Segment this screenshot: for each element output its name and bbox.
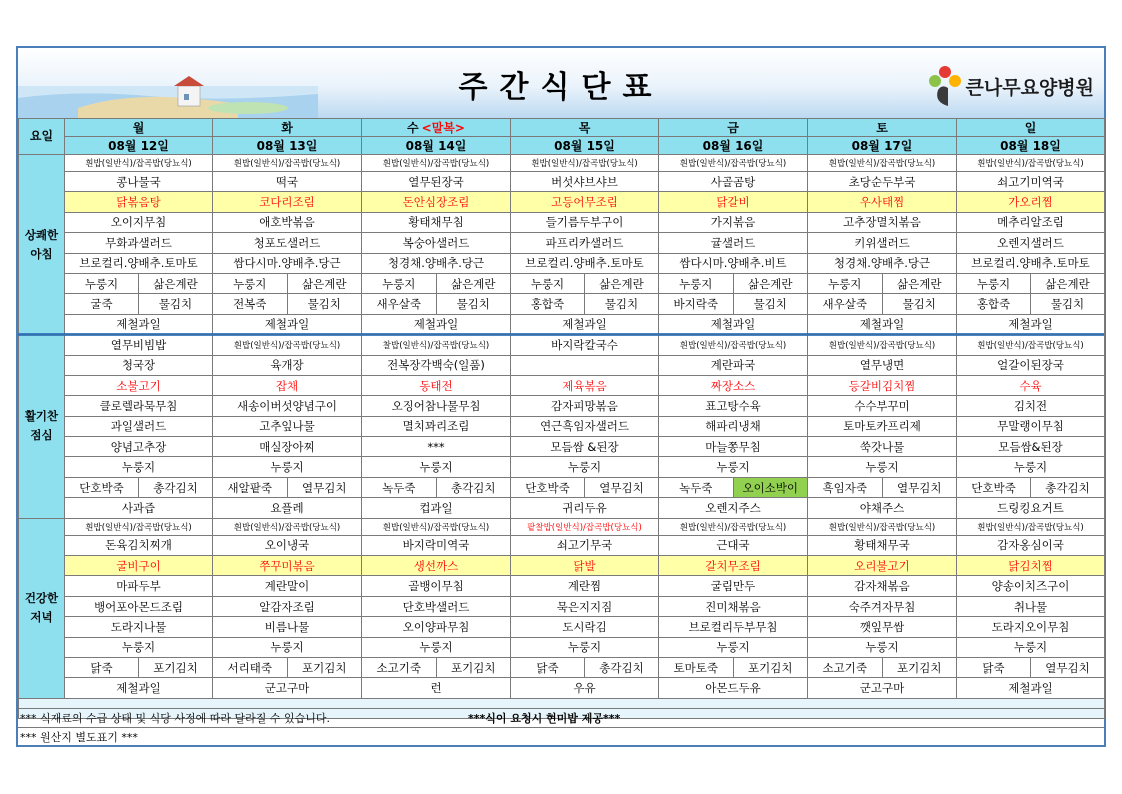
side-item: 삶은계란: [287, 274, 362, 293]
porridge-item: 새우살죽: [376, 297, 421, 312]
day-date: 08월 16일: [659, 137, 808, 155]
main-cell: 쭈꾸미볶음: [213, 556, 362, 576]
side3-cell: 쌈다시마.양배추.당근: [213, 253, 362, 273]
main-cell: 수육: [957, 375, 1105, 395]
rice-cell: 바지락칼국수: [511, 335, 659, 355]
single-cell: 누룽지: [659, 637, 808, 657]
pair2-cell: [659, 477, 808, 497]
porridge-item: 닭죽: [982, 660, 1005, 675]
rice-cell: 흰밥(일반식)/잡곡밥(당뇨식): [808, 335, 957, 355]
soup-cell: 돈육김치찌개: [65, 535, 213, 555]
dessert-cell: 군고구마: [213, 678, 362, 698]
day-name: [362, 119, 511, 137]
day-name: [957, 119, 1105, 137]
side-item: 포기김치: [733, 658, 808, 677]
menu-sheet: [16, 46, 1106, 747]
side2-cell: 해파리냉채: [659, 416, 808, 436]
porridge-item: 닭죽: [536, 660, 559, 675]
side3-cell: 도라지오이무침: [957, 617, 1105, 637]
tree-logo-icon: [928, 64, 962, 108]
rice-cell: 흰밥(일반식)/잡곡밥(당뇨식): [808, 518, 957, 535]
main-cell: 닭갈비: [659, 192, 808, 212]
single-cell: 누룽지: [957, 457, 1105, 477]
side1-cell: 새송이버섯양념구이: [213, 396, 362, 416]
dessert-cell: 컵과일: [362, 498, 511, 518]
day-name: [808, 119, 957, 137]
main-cell: 굴비구이: [65, 556, 213, 576]
rice-cell: 흰밥(일반식)/잡곡밥(당뇨식): [659, 518, 808, 535]
side3-cell: 양념고추장: [65, 437, 213, 457]
side-item: 열무김치: [882, 478, 957, 497]
soup-cell: 얼갈이된장국: [957, 355, 1105, 375]
soup-cell: 황태채무국: [808, 535, 957, 555]
side2-cell: 취나물: [957, 596, 1105, 616]
side-item: 삶은계란: [1030, 274, 1104, 293]
dessert-cell: 제철과일: [957, 314, 1105, 334]
side-item: 삶은계란: [436, 274, 511, 293]
side3-cell: 브로컬리두부무침: [659, 617, 808, 637]
main-cell: 잡채: [213, 375, 362, 395]
side-item: 총각김치: [584, 658, 658, 677]
pair1-cell: [213, 273, 362, 293]
side2-cell: 묵은지지짐: [511, 596, 659, 616]
rice-cell: 흰밥(일반식)/잡곡밥(당뇨식): [511, 155, 659, 172]
side1-cell: 계란말이: [213, 576, 362, 596]
pair2-cell: [65, 477, 213, 497]
side1-cell: 메추리알조림: [957, 212, 1105, 232]
porridge-item: 홍합죽: [976, 297, 1011, 312]
meal-label: 상쾌한 아침: [19, 155, 65, 335]
single-cell: 누룽지: [362, 637, 511, 657]
side1-cell: 표고탕수육: [659, 396, 808, 416]
day-name: [65, 119, 213, 137]
side1-cell: 오징어참나물무침: [362, 396, 511, 416]
pair2-cell: [213, 477, 362, 497]
dessert-cell: 요플레: [213, 498, 362, 518]
pair2-cell: [65, 657, 213, 677]
side3-cell: 브로컬리.양배추.토마토: [957, 253, 1105, 273]
note-row-1: [18, 708, 1104, 728]
pair2-cell: [659, 657, 808, 677]
dessert-cell: 제철과일: [362, 314, 511, 334]
side-item: 포기김치: [287, 658, 362, 677]
side-item: 포기김치: [436, 658, 511, 677]
weekday: 수: [407, 121, 419, 135]
side3-cell: 쑥갓나물: [808, 437, 957, 457]
porridge-item: 단호박죽: [971, 480, 1016, 495]
soup-cell: 열무냉면: [808, 355, 957, 375]
main-cell: 소불고기: [65, 375, 213, 395]
day-date: 08월 13일: [213, 137, 362, 155]
side3-cell: 깻잎무쌈: [808, 617, 957, 637]
side3-cell: 마늘쫑무침: [659, 437, 808, 457]
side-item: 물김치: [584, 294, 658, 313]
porridge-item: 새우살죽: [822, 297, 867, 312]
side3-cell: 모듬쌈&된장: [957, 437, 1105, 457]
pair2-cell: [362, 477, 511, 497]
weekday: 화: [281, 121, 293, 135]
supply-note: *** 식재료의 수급 상태 및 식당 사정에 따라 달라질 수 있습니다.: [20, 712, 330, 725]
pair2-cell: [213, 657, 362, 677]
rice-cell: 흰밥(일반식)/잡곡밥(당뇨식): [957, 518, 1105, 535]
side2-cell: 진미채볶음: [659, 596, 808, 616]
day-name: [511, 119, 659, 137]
side2-cell: 알감자조림: [213, 596, 362, 616]
side3-cell: 도시락김: [511, 617, 659, 637]
dessert-cell: 귀리두유: [511, 498, 659, 518]
pair2-cell: [213, 294, 362, 314]
weekday: 일: [1024, 121, 1037, 135]
porridge-item: 소고기죽: [822, 660, 867, 675]
main-cell: 고등어무조림: [511, 192, 659, 212]
main-cell: 제육볶음: [511, 375, 659, 395]
side3-cell: 브로컬리.양배추.토마토: [65, 253, 213, 273]
brown-rice-note: ***식이 요청시 현미밥 제공***: [468, 712, 621, 725]
porridge-item: 홍합죽: [530, 297, 565, 312]
porridge-item: 녹두죽: [382, 480, 416, 495]
side2-cell: 단호박샐러드: [362, 596, 511, 616]
weekday: 토: [876, 121, 888, 135]
side1-cell: 오이지무침: [65, 212, 213, 232]
dessert-cell: 야채주스: [808, 498, 957, 518]
main-cell: 코다리조림: [213, 192, 362, 212]
soup-cell: [511, 355, 659, 375]
side2-cell: 키위샐러드: [808, 233, 957, 253]
soup-cell: 버섯샤브샤브: [511, 172, 659, 192]
pair2-cell: [808, 657, 957, 677]
weekly-menu-table: [18, 118, 1105, 719]
soup-cell: 오이냉국: [213, 535, 362, 555]
porridge-item: 단호박죽: [525, 480, 570, 495]
side-item: 물김치: [1030, 294, 1104, 313]
pair1-cell: [65, 273, 213, 293]
pair2-cell: [957, 657, 1105, 677]
porridge-item: 전복죽: [233, 297, 267, 312]
main-cell: 가오리찜: [957, 192, 1105, 212]
holiday-note: <말복>: [421, 121, 465, 135]
side-item: 열무김치: [584, 478, 658, 497]
rice-cell: 흰밥(일반식)/잡곡밥(당뇨식): [362, 155, 511, 172]
dessert-cell: 제철과일: [65, 678, 213, 698]
single-cell: 누룽지: [659, 457, 808, 477]
side1-cell: 계란찜: [511, 576, 659, 596]
hospital-name: 큰나무요양병원: [965, 76, 1094, 99]
side3-cell: 쌈다시마.양배추.비트: [659, 253, 808, 273]
main-cell: 오리불고기: [808, 556, 957, 576]
porridge-item: 굴죽: [90, 297, 113, 312]
porridge-item: 닭죽: [90, 660, 113, 675]
dessert-cell: 사과즙: [65, 498, 213, 518]
side3-cell: 매실장아찌: [213, 437, 362, 457]
dessert-cell: 아몬드두유: [659, 678, 808, 698]
side-item: 열무김치: [287, 478, 362, 497]
side-item: 삶은계란: [138, 274, 212, 293]
soup-cell: 전복장각백숙(일품): [362, 355, 511, 375]
weekday: 목: [578, 121, 591, 135]
single-cell: 누룽지: [808, 637, 957, 657]
porridge-item: 누룽지: [976, 276, 1011, 291]
main-cell: 우사태찜: [808, 192, 957, 212]
rice-cell: 흰밥(일반식)/잡곡밥(당뇨식): [659, 335, 808, 355]
soup-cell: 콩나물국: [65, 172, 213, 192]
side2-cell: 연근흑임자샐러드: [511, 416, 659, 436]
side1-cell: 마파두부: [65, 576, 213, 596]
side1-cell: 들기름두부구이: [511, 212, 659, 232]
side-item: 총각김치: [1030, 478, 1104, 497]
day-date: 08월 15일: [511, 137, 659, 155]
rice-cell: 흰밥(일반식)/잡곡밥(당뇨식): [65, 518, 213, 535]
soup-cell: 청국장: [65, 355, 213, 375]
dessert-cell: 제철과일: [659, 314, 808, 334]
side3-cell: 오이양파무침: [362, 617, 511, 637]
rice-cell: 흰밥(일반식)/잡곡밥(당뇨식): [957, 335, 1105, 355]
row-separator: [18, 333, 1104, 336]
rice-cell: 흰밥(일반식)/잡곡밥(당뇨식): [362, 518, 511, 535]
soup-cell: 감자옹심이국: [957, 535, 1105, 555]
side2-cell: 청포도샐러드: [213, 233, 362, 253]
rice-cell: 팥찰밥(일반식)/잡곡밥(당뇨식): [511, 518, 659, 535]
single-cell: 누룽지: [511, 637, 659, 657]
weekday: 금: [727, 121, 739, 135]
side1-cell: 골뱅이무침: [362, 576, 511, 596]
porridge-item: 새알팥죽: [227, 480, 272, 495]
pair2-cell: [65, 294, 213, 314]
weekday: 월: [132, 121, 145, 135]
porridge-item: 토마토죽: [673, 660, 718, 675]
side2-cell: 멸치꽈리조림: [362, 416, 511, 436]
side2-cell: 고추잎나물: [213, 416, 362, 436]
rice-cell: 흰밥(일반식)/잡곡밥(당뇨식): [957, 155, 1105, 172]
side-item: 삶은계란: [733, 274, 808, 293]
pair2-cell: [808, 477, 957, 497]
pair1-cell: [957, 273, 1105, 293]
note-row-2: [18, 727, 1104, 747]
main-cell: 동태전: [362, 375, 511, 395]
side2-cell: 뱅어포아몬드조림: [65, 596, 213, 616]
side1-cell: 김치전: [957, 396, 1105, 416]
side-item: 삶은계란: [882, 274, 957, 293]
main-cell: 닭김치찜: [957, 556, 1105, 576]
dessert-cell: 우유: [511, 678, 659, 698]
porridge-item: 소고기죽: [376, 660, 421, 675]
dessert-cell: 런: [362, 678, 511, 698]
meal-label: 건강한 저녁: [19, 518, 65, 698]
soup-cell: 바지락미역국: [362, 535, 511, 555]
single-cell: 누룽지: [213, 637, 362, 657]
porridge-item: 녹두죽: [679, 480, 713, 495]
rice-cell: 흰밥(일반식)/잡곡밥(당뇨식): [213, 518, 362, 535]
side1-cell: 수수부꾸미: [808, 396, 957, 416]
pair2-cell: [511, 294, 659, 314]
side2-cell: 오렌지샐러드: [957, 233, 1105, 253]
single-cell: 누룽지: [511, 457, 659, 477]
side1-cell: 굴림만두: [659, 576, 808, 596]
porridge-item: 누룽지: [233, 276, 267, 291]
side-item: 포기김치: [882, 658, 957, 677]
side1-cell: 양송이치즈구이: [957, 576, 1105, 596]
pair2-cell: [808, 294, 957, 314]
pair2-cell: [957, 294, 1105, 314]
main-cell: 갈치무조림: [659, 556, 808, 576]
pair2-cell: [957, 477, 1105, 497]
porridge-item: 흑임자죽: [822, 480, 867, 495]
side2-cell: 무말랭이무침: [957, 416, 1105, 436]
soup-cell: 쇠고기무국: [511, 535, 659, 555]
side1-cell: 가지볶음: [659, 212, 808, 232]
main-cell: 짜장소스: [659, 375, 808, 395]
pair2-cell: [511, 657, 659, 677]
pair2-cell: [362, 657, 511, 677]
porridge-item: 바지락죽: [673, 297, 718, 312]
porridge-item: 서리태죽: [227, 660, 272, 675]
main-cell: 닭볶음탕: [65, 192, 213, 212]
dessert-cell: 제철과일: [65, 314, 213, 334]
single-cell: 누룽지: [362, 457, 511, 477]
dessert-cell: 제철과일: [957, 678, 1105, 698]
side-item: 총각김치: [436, 478, 511, 497]
soup-cell: 근대국: [659, 535, 808, 555]
side3-cell: 도라지나물: [65, 617, 213, 637]
side2-cell: 과일샐러드: [65, 416, 213, 436]
header-label: 요일: [19, 119, 65, 155]
side3-cell: 비름나물: [213, 617, 362, 637]
rice-cell: 흰밥(일반식)/잡곡밥(당뇨식): [808, 155, 957, 172]
rice-cell: 흰밥(일반식)/잡곡밥(당뇨식): [659, 155, 808, 172]
porridge-item: 누룽지: [828, 276, 862, 291]
side1-cell: 감자채볶음: [808, 576, 957, 596]
side1-cell: 애호박볶음: [213, 212, 362, 232]
porridge-item: 누룽지: [382, 276, 416, 291]
day-name: [213, 119, 362, 137]
soup-cell: 떡국: [213, 172, 362, 192]
single-cell: 누룽지: [808, 457, 957, 477]
day-date: 08월 12일: [65, 137, 213, 155]
side3-cell: 모듬쌈 &된장: [511, 437, 659, 457]
single-cell: 누룽지: [213, 457, 362, 477]
dessert-cell: 제철과일: [511, 314, 659, 334]
soup-cell: 사골곰탕: [659, 172, 808, 192]
porridge-item: 누룽지: [530, 276, 565, 291]
rice-cell: 열무비빔밥: [65, 335, 213, 355]
dessert-cell: 군고구마: [808, 678, 957, 698]
main-cell: 등갈비김치찜: [808, 375, 957, 395]
rice-cell: 찰밥(일반식)/잡곡밥(당뇨식): [362, 335, 511, 355]
day-date: 08월 18일: [957, 137, 1105, 155]
soup-cell: 쇠고기미역국: [957, 172, 1105, 192]
pair1-cell: [362, 273, 511, 293]
porridge-item: 누룽지: [84, 276, 119, 291]
side-item: 물김치: [733, 294, 808, 313]
side1-cell: 황태채무침: [362, 212, 511, 232]
side2-cell: 복숭아샐러드: [362, 233, 511, 253]
single-cell: 누룽지: [65, 637, 213, 657]
dessert-cell: 오렌지주스: [659, 498, 808, 518]
main-cell: 돈안심장조림: [362, 192, 511, 212]
dessert-cell: 드링킹요거트: [957, 498, 1105, 518]
single-cell: 누룽지: [65, 457, 213, 477]
soup-cell: 열무된장국: [362, 172, 511, 192]
side-item: 오이소박이: [733, 478, 808, 497]
side1-cell: 클로렐라묵무침: [65, 396, 213, 416]
day-date: 08월 14일: [362, 137, 511, 155]
pair2-cell: [511, 477, 659, 497]
pair2-cell: [362, 294, 511, 314]
rice-cell: 흰밥(일반식)/잡곡밥(당뇨식): [65, 155, 213, 172]
rice-cell: 흰밥(일반식)/잡곡밥(당뇨식): [213, 155, 362, 172]
single-cell: 누룽지: [957, 637, 1105, 657]
main-cell: 닭발: [511, 556, 659, 576]
dessert-cell: 제철과일: [808, 314, 957, 334]
rice-cell: 흰밥(일반식)/잡곡밥(당뇨식): [213, 335, 362, 355]
side2-cell: 토마토카프리제: [808, 416, 957, 436]
side-item: 물김치: [138, 294, 212, 313]
side2-cell: 숙주겨자무침: [808, 596, 957, 616]
dessert-cell: 제철과일: [213, 314, 362, 334]
soup-cell: 육개장: [213, 355, 362, 375]
day-name: [659, 119, 808, 137]
side-item: 물김치: [882, 294, 957, 313]
side1-cell: 감자피망볶음: [511, 396, 659, 416]
pair2-cell: [659, 294, 808, 314]
hospital-logo: [928, 58, 1094, 114]
banner: [18, 48, 1104, 118]
pair1-cell: [511, 273, 659, 293]
side3-cell: 청경채.양배추.당근: [362, 253, 511, 273]
side-item: 총각김치: [138, 478, 212, 497]
porridge-item: 누룽지: [679, 276, 713, 291]
side-item: 열무김치: [1030, 658, 1104, 677]
side3-cell: 브로컬리.양배추.토마토: [511, 253, 659, 273]
page-title: 주간식단표: [458, 70, 664, 105]
side3-cell: ***: [362, 437, 511, 457]
soup-cell: 초당순두부국: [808, 172, 957, 192]
side2-cell: 귤샐러드: [659, 233, 808, 253]
side-item: 포기김치: [138, 658, 212, 677]
side2-cell: 무화과샐러드: [65, 233, 213, 253]
side-item: 물김치: [287, 294, 362, 313]
side1-cell: 고추장멸치볶음: [808, 212, 957, 232]
main-cell: 생선까스: [362, 556, 511, 576]
pair1-cell: [659, 273, 808, 293]
side3-cell: 청경채.양배추.당근: [808, 253, 957, 273]
pair1-cell: [808, 273, 957, 293]
porridge-item: 단호박죽: [79, 480, 124, 495]
soup-cell: 계란파국: [659, 355, 808, 375]
day-date: 08월 17일: [808, 137, 957, 155]
origin-note: *** 원산지 별도표기 ***: [20, 731, 138, 744]
side-item: 물김치: [436, 294, 511, 313]
side-item: 삶은계란: [584, 274, 658, 293]
side2-cell: 파프리카샐러드: [511, 233, 659, 253]
meal-label: 활기찬 점심: [19, 335, 65, 519]
